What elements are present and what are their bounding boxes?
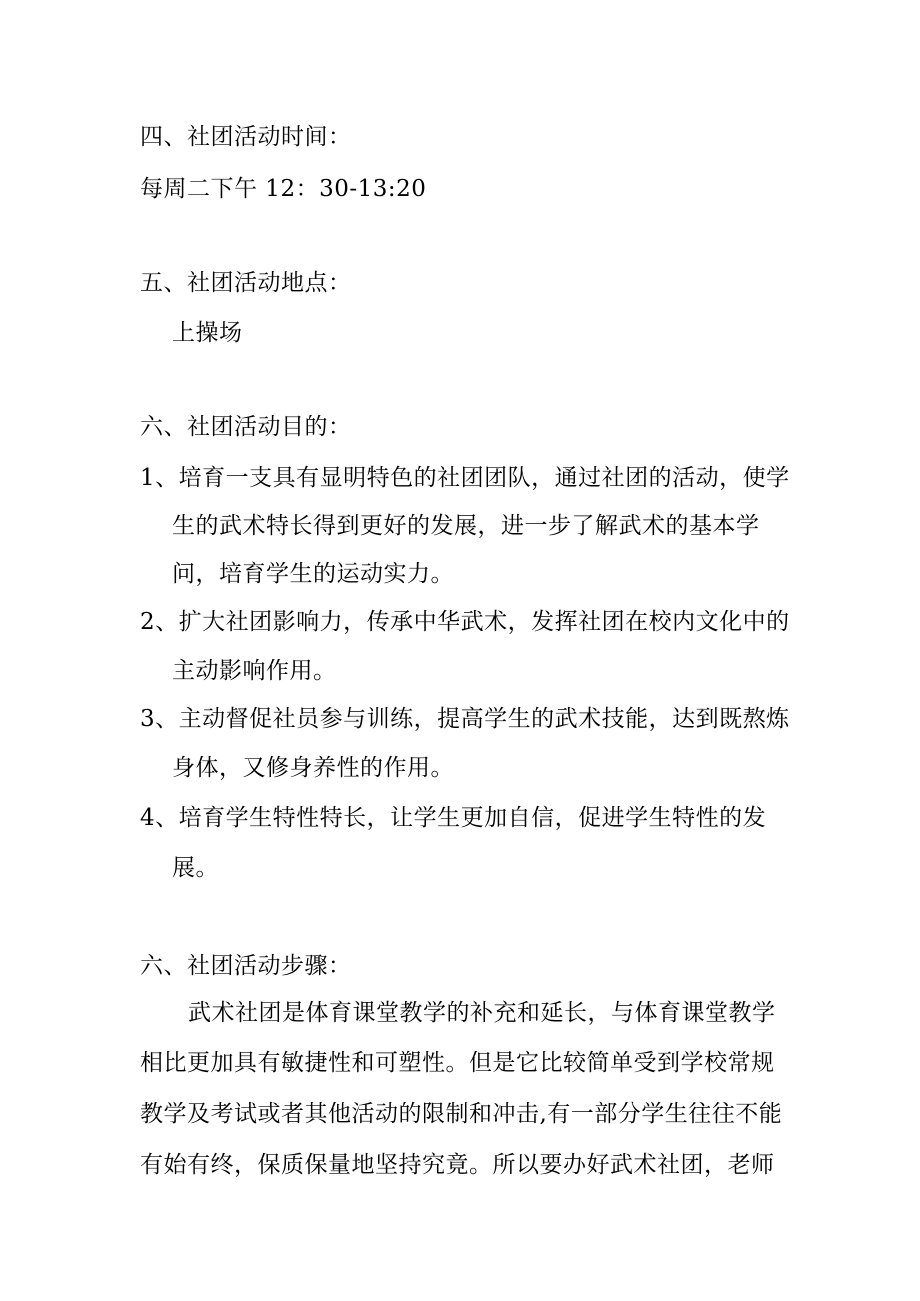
section-purpose-heading: 六、社团活动目的： [140, 414, 352, 440]
section-place-body: 上操场 [172, 320, 243, 346]
steps-paragraph-line-1: 武术社团是体育课堂教学的补充和延长，与体育课堂教学 [188, 1000, 776, 1026]
steps-paragraph-line-3: 教学及考试或者其他活动的限制和冲击,有一部分学生往往不能 [140, 1101, 783, 1127]
steps-paragraph-line-2: 相比更加具有敏捷性和可塑性。但是它比较简单受到学校常规 [140, 1050, 775, 1076]
purpose-item-1-line-3: 问，培育学生的运动实力。 [172, 561, 454, 587]
purpose-item-1-line-1: 1、培育一支具有显明特色的社团团队，通过社团的活动，使学 [140, 465, 790, 491]
purpose-item-3-line-1: 3、主动督促社员参与训练，提高学生的武术技能，达到既熬炼 [140, 706, 790, 732]
purpose-item-2-line-1: 2、扩大社团影响力，传承中华武术，发挥社团在校内文化中的 [140, 609, 790, 635]
purpose-item-4-line-2: 展。 [172, 855, 219, 881]
purpose-item-2-line-2: 主动影响作用。 [172, 658, 337, 684]
section-place-heading: 五、社团活动地点： [140, 270, 352, 296]
purpose-item-1-line-2: 生的武术特长得到更好的发展，进一步了解武术的基本学 [172, 513, 760, 539]
steps-paragraph-line-4: 有始有终，保质保量地坚持究竟。所以要办好武术社团，老师 [140, 1152, 775, 1178]
purpose-item-3-line-2: 身体，又修身养性的作用。 [172, 755, 454, 781]
section-steps-heading: 六、社团活动步骤： [140, 953, 352, 979]
purpose-item-4-line-1: 4、培育学生特性特长，让学生更加自信，促进学生特性的发 [140, 805, 767, 831]
section-time-heading: 四、社团活动时间： [140, 124, 352, 150]
section-time-body: 每周二下午 12：30-13:20 [140, 176, 427, 202]
